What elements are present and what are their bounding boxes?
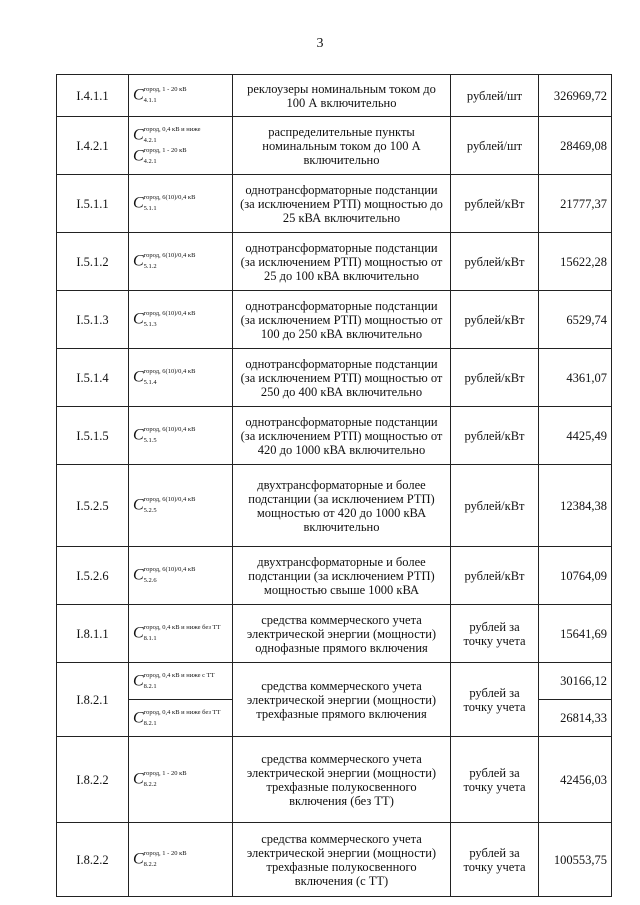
row-unit: рублей/кВт — [451, 407, 539, 465]
formula-subscript: 5.1.5 — [143, 437, 157, 444]
row-value: 6529,74 — [539, 291, 612, 349]
row-unit: рублей за точку учета — [451, 823, 539, 897]
formula-symbol: C — [133, 86, 144, 104]
row-value: 100553,75 — [539, 823, 612, 897]
row-code: I.5.2.6 — [57, 547, 129, 605]
tariff-formula — [133, 194, 195, 213]
formula-superscript: город, 6(10)/0,4 кВ — [143, 252, 196, 259]
row-formula-cell — [129, 737, 233, 823]
tariff-formula — [133, 147, 187, 166]
formula-superscript: город, 1 - 20 кВ — [143, 850, 187, 857]
row-description: средства коммерческого учета электрической энергии (мощности) трехфазные полукосвенного включения (без ТТ) — [233, 737, 451, 823]
row-description: однотрансформаторные подстанции (за исключением РТП) мощностью до 25 кВА включительно — [233, 175, 451, 233]
row-formula-cell — [129, 117, 233, 175]
formula-superscript: город, 0,4 кВ и ниже — [143, 125, 201, 133]
formula-superscript: город, 0,4 кВ и ниже с ТТ — [143, 671, 215, 679]
formula-symbol: C — [133, 368, 144, 386]
row-formula-cell — [129, 233, 233, 291]
tariff-formula — [133, 566, 195, 585]
formula-subscript: 5.1.4 — [143, 379, 157, 386]
tariff-formula — [133, 496, 195, 515]
tariff-formula — [133, 624, 220, 643]
row-description: двухтрансформаторные и более подстанции (за исключением РТП) мощностью свыше 1000 кВА — [233, 547, 451, 605]
tariff-formula — [133, 310, 195, 329]
formula-subscript: 5.2.5 — [143, 507, 157, 514]
row-formula-cell — [129, 407, 233, 465]
table-row — [57, 737, 612, 823]
formula-symbol: C — [133, 252, 144, 270]
formula-symbol: C — [133, 850, 144, 868]
row-description: двухтрансформаторные и более подстанции (за исключением РТП) мощностью от 420 до 1000 кВА включительно — [233, 465, 451, 547]
formula-subscript: 8.2.1 — [143, 719, 157, 727]
row-code: I.5.1.4 — [57, 349, 129, 407]
tariff-formula — [133, 709, 220, 728]
formula-superscript: город, 1 - 20 кВ — [143, 770, 187, 777]
row-formula-cell — [129, 349, 233, 407]
rates-table — [56, 74, 612, 897]
row-formula-cell — [129, 700, 233, 737]
row-value: 4425,49 — [539, 407, 612, 465]
row-description: средства коммерческого учета электрической энергии (мощности) трехфазные полукосвенного включения (с ТТ) — [233, 823, 451, 897]
formula-superscript: город, 6(10)/0,4 кВ — [143, 426, 196, 433]
tariff-formula — [133, 426, 195, 445]
row-unit: рублей/кВт — [451, 175, 539, 233]
formula-superscript: город, 1 - 20 кВ — [143, 86, 187, 93]
row-unit: рублей/кВт — [451, 465, 539, 547]
row-code: I.5.1.1 — [57, 175, 129, 233]
row-formula-cell — [129, 291, 233, 349]
table-row — [57, 291, 612, 349]
row-unit: рублей за точку учета — [451, 605, 539, 663]
tariff-formula — [133, 672, 215, 691]
row-value: 21777,37 — [539, 175, 612, 233]
tariff-formula — [133, 86, 187, 105]
formula-subscript: 5.1.1 — [143, 205, 157, 212]
row-formula-cell — [129, 823, 233, 897]
row-formula-cell — [129, 547, 233, 605]
row-description: однотрансформаторные подстанции (за исключением РТП) мощностью от 250 до 400 кВА включительно — [233, 349, 451, 407]
rates-body — [57, 75, 612, 897]
formula-subscript: 5.1.3 — [143, 321, 157, 328]
table-row — [57, 605, 612, 663]
tariff-formula — [133, 850, 187, 869]
row-code: I.5.2.5 — [57, 465, 129, 547]
row-formula-cell — [129, 605, 233, 663]
tariff-formula — [133, 252, 195, 271]
row-unit: рублей/кВт — [451, 291, 539, 349]
row-unit: рублей/кВт — [451, 233, 539, 291]
formula-symbol: C — [133, 310, 144, 328]
formula-superscript: город, 0,4 кВ и ниже без ТТ — [143, 708, 221, 716]
formula-subscript: 4.1.1 — [143, 97, 157, 104]
row-description: средства коммерческого учета электрической энергии (мощности) трехфазные прямого включения — [233, 663, 451, 737]
formula-superscript: город, 6(10)/0,4 кВ — [143, 368, 196, 375]
formula-symbol: C — [133, 147, 144, 164]
formula-superscript: город, 6(10)/0,4 кВ — [143, 194, 196, 201]
row-code: I.4.1.1 — [57, 75, 129, 117]
tariff-formula — [133, 126, 201, 145]
table-row — [57, 407, 612, 465]
row-code: I.8.1.1 — [57, 605, 129, 663]
formula-symbol: C — [133, 566, 144, 584]
row-value: 12384,38 — [539, 465, 612, 547]
row-code: I.8.2.2 — [57, 737, 129, 823]
row-value: 28469,08 — [539, 117, 612, 175]
table-row — [57, 233, 612, 291]
formula-symbol: C — [133, 624, 144, 642]
table-row — [57, 75, 612, 117]
table-row — [57, 547, 612, 605]
formula-symbol: C — [133, 709, 144, 726]
row-unit: рублей за точку учета — [451, 663, 539, 737]
row-code: I.8.2.2 — [57, 823, 129, 897]
row-description: однотрансформаторные подстанции (за исключением РТП) мощностью от 25 до 100 кВА включительно — [233, 233, 451, 291]
row-unit: рублей/шт — [451, 75, 539, 117]
row-formula-cell — [129, 75, 233, 117]
row-value: 30166,12 — [539, 663, 612, 700]
table-row — [57, 349, 612, 407]
row-description: реклоузеры номинальным током до 100 А включительно — [233, 75, 451, 117]
formula-subscript: 8.1.1 — [143, 635, 157, 642]
table-row — [57, 663, 612, 700]
table-row — [57, 117, 612, 175]
row-value: 10764,09 — [539, 547, 612, 605]
row-unit: рублей/кВт — [451, 349, 539, 407]
row-unit: рублей/шт — [451, 117, 539, 175]
tariff-formula — [133, 770, 187, 789]
row-description: однотрансформаторные подстанции (за исключением РТП) мощностью от 420 до 1000 кВА включительно — [233, 407, 451, 465]
formula-symbol: C — [133, 426, 144, 444]
tariff-formula — [133, 368, 195, 387]
page-number: 3 — [316, 36, 324, 51]
formula-subscript: 4.2.1 — [143, 136, 157, 144]
row-value: 15622,28 — [539, 233, 612, 291]
formula-symbol: C — [133, 496, 144, 514]
formula-superscript: город, 1 - 20 кВ — [143, 146, 187, 154]
table-row — [57, 465, 612, 547]
row-description: распределительные пункты номинальным током до 100 А включительно — [233, 117, 451, 175]
row-code: I.8.2.1 — [57, 663, 129, 737]
formula-subscript: 4.2.1 — [143, 157, 157, 165]
formula-symbol: C — [133, 194, 144, 212]
row-formula-cell — [129, 465, 233, 547]
row-code: I.4.2.1 — [57, 117, 129, 175]
formula-superscript: город, 6(10)/0,4 кВ — [143, 496, 196, 503]
row-value: 26814,33 — [539, 700, 612, 737]
formula-symbol: C — [133, 672, 144, 689]
row-value: 326969,72 — [539, 75, 612, 117]
row-formula-cell — [129, 663, 233, 700]
row-code: I.5.1.5 — [57, 407, 129, 465]
formula-subscript: 8.2.2 — [143, 781, 157, 788]
row-description: однотрансформаторные подстанции (за исключением РТП) мощностью от 100 до 250 кВА включительно — [233, 291, 451, 349]
row-value: 4361,07 — [539, 349, 612, 407]
row-description: средства коммерческого учета электрической энергии (мощности) однофазные прямого включения — [233, 605, 451, 663]
table-row — [57, 823, 612, 897]
formula-subscript: 8.2.2 — [143, 861, 157, 868]
formula-subscript: 8.2.1 — [143, 682, 157, 690]
formula-subscript: 5.2.6 — [143, 577, 157, 584]
formula-superscript: город, 0,4 кВ и ниже без ТТ — [143, 624, 221, 631]
row-unit: рублей/кВт — [451, 547, 539, 605]
row-value: 42456,03 — [539, 737, 612, 823]
formula-subscript: 5.1.2 — [143, 263, 157, 270]
row-value: 15641,69 — [539, 605, 612, 663]
formula-superscript: город, 6(10)/0,4 кВ — [143, 310, 196, 317]
table-row — [57, 175, 612, 233]
row-code: I.5.1.3 — [57, 291, 129, 349]
row-unit: рублей за точку учета — [451, 737, 539, 823]
formula-symbol: C — [133, 770, 144, 788]
formula-symbol: C — [133, 126, 144, 143]
formula-superscript: город, 6(10)/0,4 кВ — [143, 566, 196, 573]
row-formula-cell — [129, 175, 233, 233]
row-code: I.5.1.2 — [57, 233, 129, 291]
